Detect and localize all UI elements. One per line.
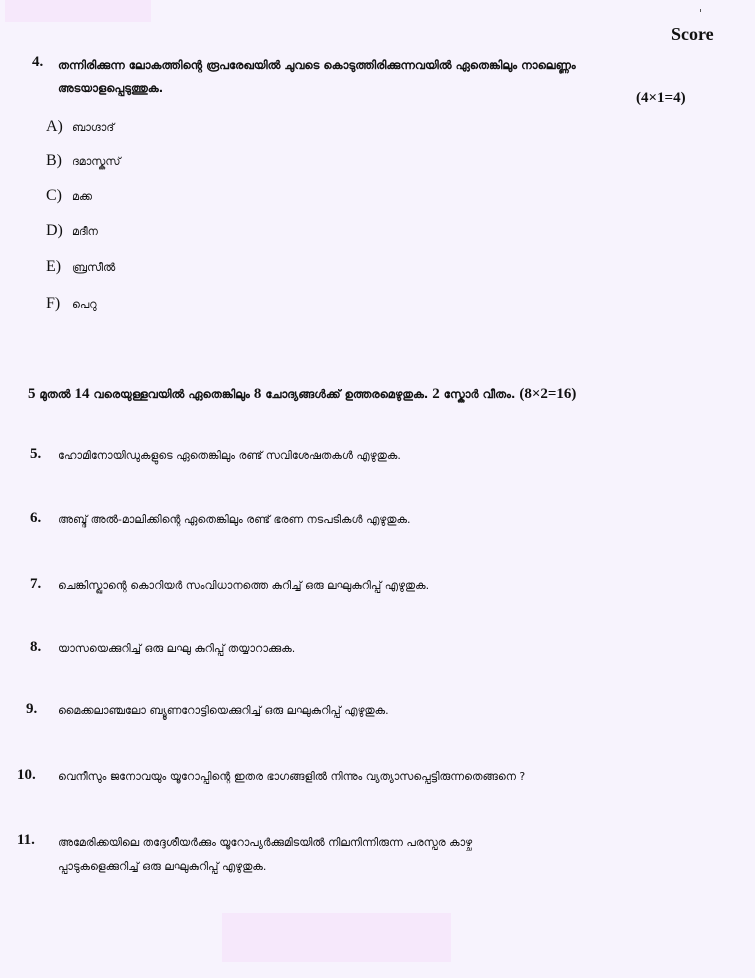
question-5-number: 5. [30, 446, 42, 462]
instr-text-1: മുതൽ [35, 387, 75, 401]
question-6-number: 6. [30, 510, 42, 526]
instr-text-4: സ്കോർ വീതം. [439, 387, 520, 401]
question-8-text: യാസയെക്കുറിച്ച് ഒരു ലഘു കുറിപ്പ് തയ്യാറാക്കുക. [58, 642, 296, 655]
question-4-line2: അടയാളപ്പെടുത്തുക. [58, 81, 164, 95]
option-d-text: മദീന [72, 225, 98, 238]
option-c [46, 187, 92, 205]
option-e [46, 258, 115, 276]
instr-marks: (8×2=16) [519, 386, 577, 402]
score-label: Score [671, 24, 714, 44]
question-4-number: 4. [32, 54, 44, 70]
speck [700, 9, 701, 12]
option-c-text: മക്ക [72, 190, 93, 203]
question-4-marks: (4×1=4) [636, 90, 686, 106]
question-4-line1: തന്നിരിക്കുന്ന ലോകത്തിന്റെ രൂപരേഖയിൽ ചുവടെ കൊടുത്തിരിക്കുന്നവയിൽ ഏതെങ്കിലും നാലെണ്ണം [58, 58, 576, 72]
option-b-label: B) [46, 152, 62, 169]
question-11-number: 11. [17, 832, 35, 848]
option-a-label: A) [46, 118, 63, 135]
instr-num-end: 14 [74, 386, 90, 402]
instr-num-count: 8 [253, 386, 262, 402]
question-11-text-line1: അമേരിക്കയിലെ തദ്ദേശീയർക്കും യൂറോപ്യർക്കുമിടയിൽ നിലനിന്നിരുന്ന പരസ്പര കാഴ്ച [58, 836, 473, 849]
option-e-label: E) [46, 258, 62, 275]
redaction-patch-bottom [222, 913, 451, 962]
option-a [46, 118, 114, 136]
question-10-text: വെനീസും ജനോവയും യൂറോപ്പിന്റെ ഇതര ഭാഗങ്ങളിൽ നിന്നും വ്യത്യാസപ്പെട്ടിരുന്നതെങ്ങനെ ? [58, 770, 526, 783]
question-7-text: ചെങ്കിസ്ഖാന്റെ കൊറിയർ സംവിധാനത്തെ കുറിച്ച് ഒരു ലഘുകുറിപ്പ് എഴുതുക. [58, 579, 430, 592]
instr-num-start: 5 [28, 386, 36, 402]
section-instruction [28, 386, 576, 403]
option-e-text: ബ്രസീൽ [72, 261, 116, 274]
question-10-number: 10. [17, 767, 36, 783]
option-c-label: C) [46, 187, 62, 204]
option-f-text: പെറു [72, 298, 97, 311]
question-9-text: മൈക്കലാഞ്ചലോ ബ്യൂണറോട്ടിയെക്കുറിച്ച് ഒരു ലഘുകുറിപ്പ് എഴുതുക. [58, 704, 389, 717]
option-b-text: ദമാസ്കസ് [72, 155, 121, 168]
question-7-number: 7. [30, 576, 42, 592]
option-f-label: F) [46, 295, 61, 312]
redaction-patch-top [5, 0, 151, 22]
option-b [46, 152, 120, 170]
option-d [46, 222, 98, 240]
question-9-number: 9. [26, 701, 38, 717]
question-8-number: 8. [30, 639, 42, 655]
option-f [46, 295, 97, 313]
question-11-text-line2: പ്പാടുകളെക്കുറിച്ച് ഒരു ലഘുകുറിപ്പ് എഴുതുക. [58, 860, 267, 873]
instr-text-3: ചോദ്യങ്ങൾക്ക് ഉത്തരമെഴുതുക. [261, 387, 433, 401]
question-6-text: അബ്ദ് അൽ-മാലിക്കിന്റെ ഏതെങ്കിലും രണ്ട് ഭരണ നടപടികൾ എഴുതുക. [58, 513, 411, 526]
option-d-label: D) [46, 222, 63, 239]
option-a-text: ബാഗ്ദാദ് [72, 121, 115, 134]
question-5-text: ഹോമിനോയിഡുകളുടെ ഏതെങ്കിലും രണ്ട് സവിശേഷതകൾ എഴുതുക. [58, 449, 401, 462]
instr-text-2: വരെയുള്ളവയിൽ ഏതെങ്കിലും [89, 387, 254, 401]
instr-num-score: 2 [432, 386, 440, 402]
